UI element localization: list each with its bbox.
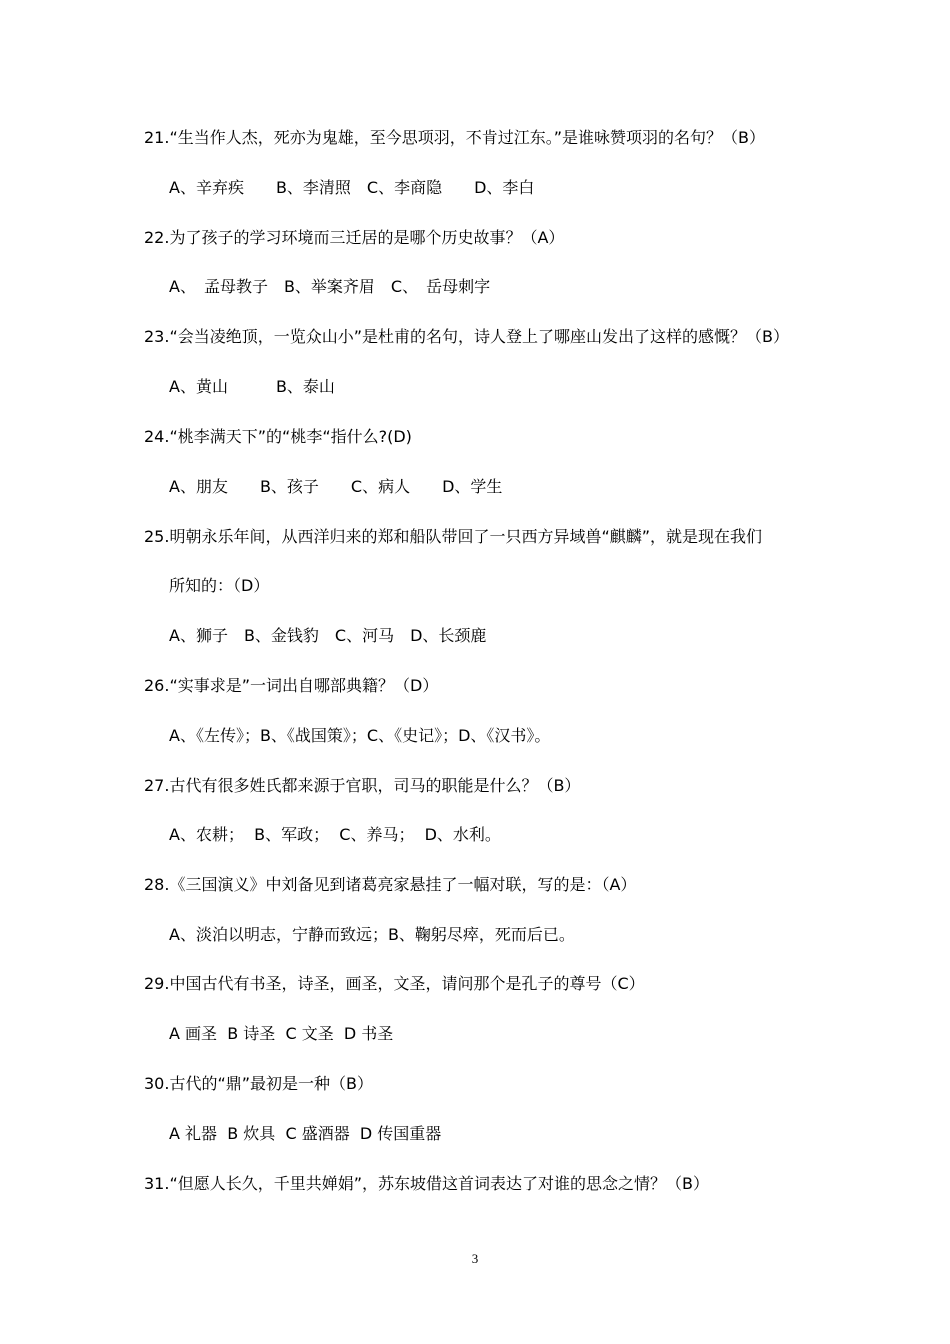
question-30: 30.古代的“鼎”最初是一种（B） — [144, 1074, 374, 1093]
question-22-options: A、 孟母教子 B、举案齐眉 C、 岳母刺字 — [169, 277, 491, 296]
question-30-options: A 礼器 B 炊具 C 盛酒器 D 传国重器 — [169, 1124, 442, 1143]
question-21: 21.“生当作人杰，死亦为鬼雄，至今思项羽，不肯过江东。”是谁咏赞项羽的名句？（B） — [144, 128, 766, 147]
question-24-options: A、朋友 B、孩子 C、病人 D、学生 — [169, 477, 503, 496]
question-21-options: A、辛弃疾 B、李清照 C、李商隐 D、李白 — [169, 178, 535, 197]
question-22: 22.为了孩子的学习环境而三迁居的是哪个历史故事？（A） — [144, 228, 565, 247]
question-27: 27.古代有很多姓氏都来源于官职，司马的职能是什么？（B） — [144, 776, 581, 795]
question-31: 31.“但愿人长久，千里共婵娟”，苏东坡借这首词表达了对谁的思念之情？（B） — [144, 1174, 710, 1193]
question-27-options: A、农耕； B、军政； C、养马； D、水利。 — [169, 825, 501, 844]
question-23: 23.“会当凌绝顶，一览众山小”是杜甫的名句，诗人登上了哪座山发出了这样的感慨？（B） — [144, 327, 790, 346]
question-25: 25.明朝永乐年间，从西洋归来的郑和船队带回了一只西方异域兽“麒麟”，就是现在我们 — [144, 527, 763, 546]
question-28-options: A、淡泊以明志，宁静而致远；B、鞠躬尽瘁，死而后已。 — [169, 925, 575, 944]
question-29-options: A 画圣 B 诗圣 C 文圣 D 书圣 — [169, 1024, 394, 1043]
question-28: 28.《三国演义》中刘备见到诸葛亮家悬挂了一幅对联，写的是：（A） — [144, 875, 637, 894]
question-26: 26.“实事求是”一词出自哪部典籍？（D） — [144, 676, 439, 695]
question-23-options: A、黄山 B、泰山 — [169, 377, 335, 396]
question-25-options: A、狮子 B、金钱豹 C、河马 D、长颈鹿 — [169, 626, 487, 645]
question-26-options: A、《左传》；B、《战国策》；C、《史记》；D、《汉书》。 — [169, 726, 551, 745]
question-24: 24.“桃李满天下”的“桃李“指什么?(D) — [144, 427, 412, 446]
question-25-continued: 所知的：（D） — [169, 576, 270, 595]
page-number: 3 — [471, 1251, 479, 1266]
question-29: 29.中国古代有书圣，诗圣，画圣，文圣，请问那个是孔子的尊号（C） — [144, 974, 645, 993]
